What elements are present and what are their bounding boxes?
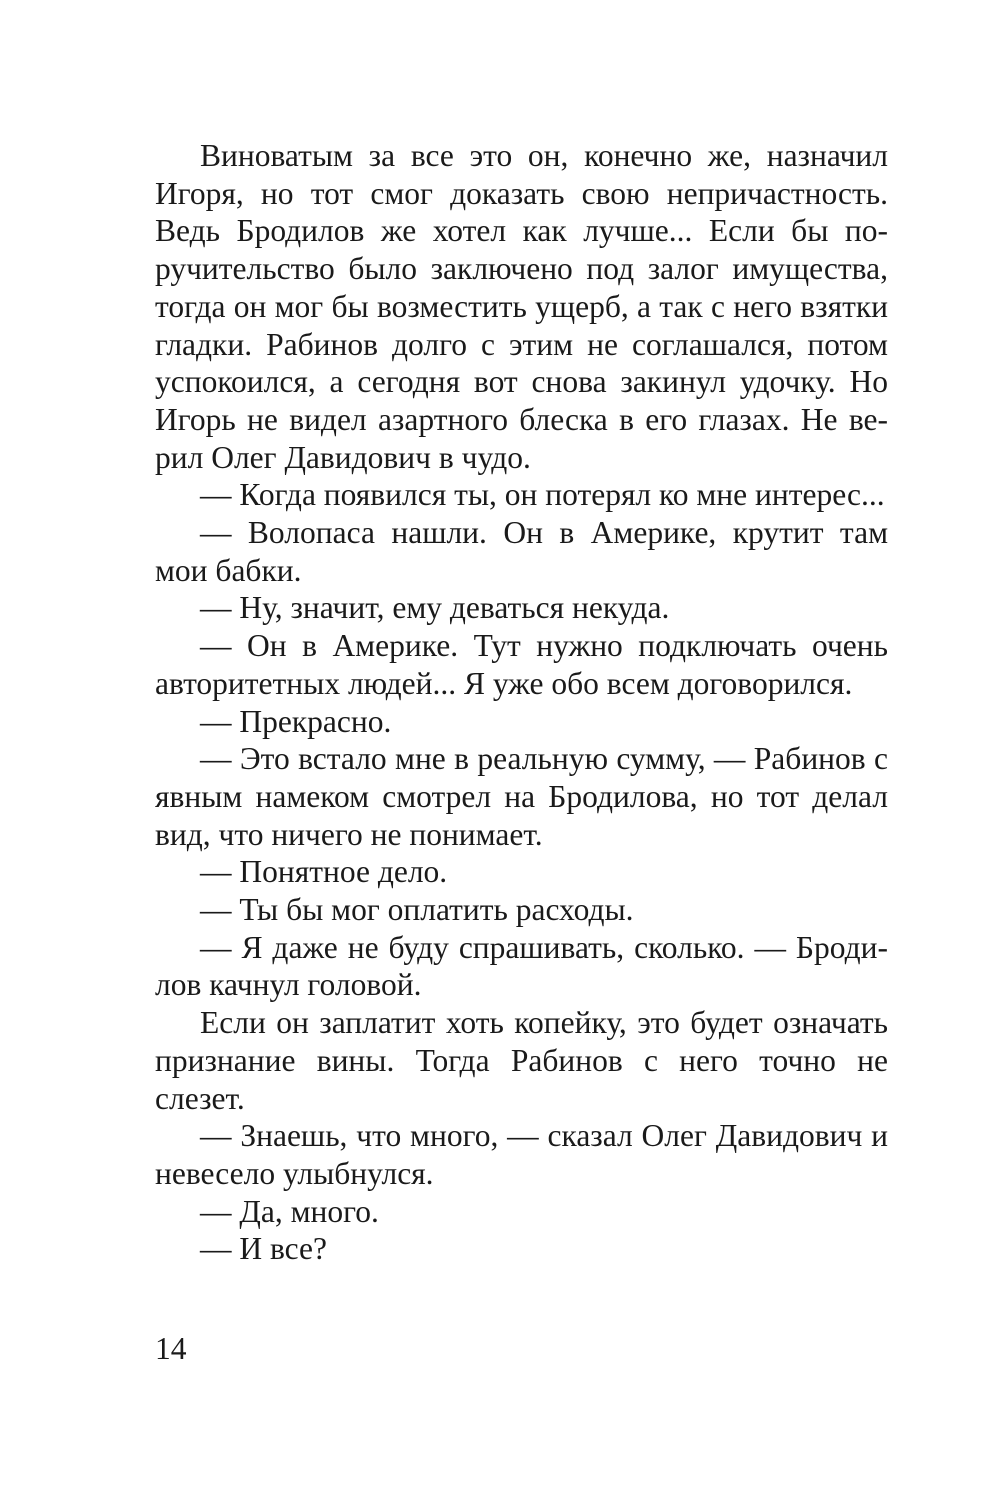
paragraph: — Когда появился ты, он потерял ко мне интерес... (200, 477, 885, 513)
paragraph: — Я даже не буду спрашивать, сколько. — Бродилов качнул головой. (155, 929, 888, 1003)
body-text (155, 137, 888, 1268)
paragraph: — Да, много. (200, 1193, 379, 1229)
paragraph: — Он в Америке. Тут нужно подключать очень авторитетных людей... Я уже обо всем договорился. (155, 628, 888, 701)
page-number: 14 (155, 1331, 187, 1366)
paragraph: Если он заплатит хоть копейку, это будет означать признание вины. Тогда Рабинов с него точно не слезет. (155, 1005, 888, 1116)
paragraph: — Прекрасно. (200, 703, 392, 739)
paragraph: — Ну, значит, ему деваться некуда. (200, 590, 670, 626)
paragraph: — И все? (200, 1231, 328, 1267)
paragraph: — Знаешь, что много, — сказал Олег Давидович и невесело улыбнулся. (155, 1118, 888, 1191)
paragraph: — Ты бы мог оплатить расходы. (200, 892, 634, 928)
paragraph: — Понятное дело. (200, 854, 448, 890)
paragraph: — Волопаса нашли. Он в Америке, крутит там мои бабки. (155, 515, 888, 588)
paragraph: Виноватым за все это он, конечно же, назначил Игоря, но тот смог доказать свою непричастность. Ведь Бродилов же хотел как лучше... Если бы поручительство было заключено под залог имущества, тогда он мог бы возместить ущерб, а так с него взятки гладки. Рабинов долго с этим не соглашался, потом успокоился, а сегодня вот снова закинул удочку. Но Игорь не видел азартного блеска в его глазах. Не верил Олег Давидович в чудо. (155, 138, 888, 475)
paragraph: — Это встало мне в реальную сумму, — Рабинов с явным намеком смотрел на Бродилова, но тот делал вид, что ничего не понимает. (155, 741, 888, 852)
